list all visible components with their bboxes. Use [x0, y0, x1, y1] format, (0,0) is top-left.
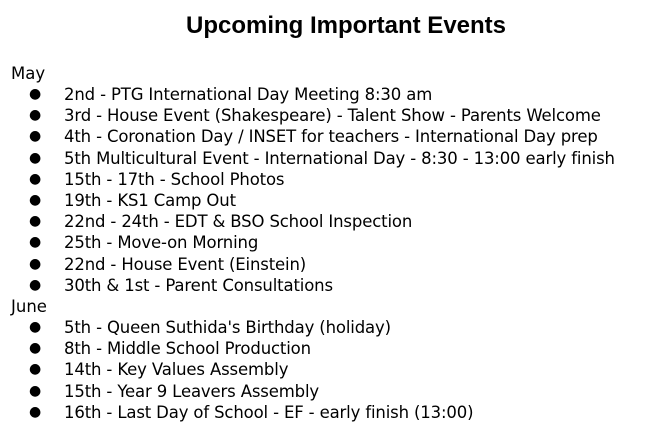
event-text: 5th Multicultural Event - International Day - 8:30 - 13:00 early finish [64, 148, 615, 168]
june-event-list [0, 317, 661, 423]
event-list-item [0, 317, 661, 338]
event-text: 15th - 17th - School Photos [64, 169, 285, 189]
event-list-item [0, 338, 661, 359]
bullet-icon: ● [29, 403, 42, 420]
bullet-icon: ● [29, 213, 42, 230]
event-list-item [0, 275, 661, 296]
event-text: 8th - Middle School Production [64, 339, 311, 359]
event-text: 14th - Key Values Assembly [64, 360, 289, 380]
event-text: 22nd - House Event (Einstein) [64, 254, 307, 274]
event-list-item [0, 381, 661, 402]
event-list-item [0, 232, 661, 253]
event-list-item [0, 359, 661, 380]
bullet-icon: ● [29, 361, 42, 378]
event-list-item [0, 84, 661, 105]
event-text: 16th - Last Day of School - EF - early finish (13:00) [64, 402, 474, 422]
event-text: 5th - Queen Suthida's Birthday (holiday) [64, 318, 391, 337]
month-heading-june: June [11, 297, 47, 316]
bullet-icon: ● [29, 170, 42, 187]
event-text: 22nd - 24th - EDT & BSO School Inspection [64, 212, 413, 232]
bullet-icon: ● [29, 319, 42, 335]
event-list-item [0, 254, 661, 275]
bullet-icon: ● [29, 382, 42, 399]
event-list-item [0, 402, 661, 423]
event-text: 19th - KS1 Camp Out [64, 190, 236, 210]
event-list-item [0, 190, 661, 211]
event-text: 25th - Move-on Morning [64, 233, 259, 253]
page-title: Upcoming Important Events [185, 12, 507, 39]
event-text: 3rd - House Event (Shakespeare) - Talent Show - Parents Welcome [64, 106, 601, 126]
bullet-icon: ● [29, 234, 42, 251]
bullet-icon: ● [29, 340, 42, 357]
event-list-item [0, 148, 661, 169]
event-list-item [0, 169, 661, 190]
bullet-icon: ● [29, 191, 42, 208]
may-event-list [0, 84, 661, 296]
event-text: 2nd - PTG International Day Meeting 8:30 am [64, 85, 433, 104]
event-text: 30th & 1st - Parent Consultations [64, 275, 333, 295]
event-list-item [0, 211, 661, 232]
event-text: 4th - Coronation Day / INSET for teachers - International Day prep [64, 127, 598, 147]
event-list-item [0, 126, 661, 147]
month-heading-may: May [11, 64, 46, 83]
bullet-icon: ● [29, 128, 42, 145]
bullet-icon: ● [29, 86, 42, 102]
event-text: 15th - Year 9 Leavers Assembly [64, 381, 320, 401]
bullet-icon: ● [29, 276, 42, 293]
bullet-icon: ● [29, 255, 42, 272]
event-list-item [0, 105, 661, 126]
bullet-icon: ● [29, 149, 42, 166]
bullet-icon: ● [29, 107, 42, 124]
